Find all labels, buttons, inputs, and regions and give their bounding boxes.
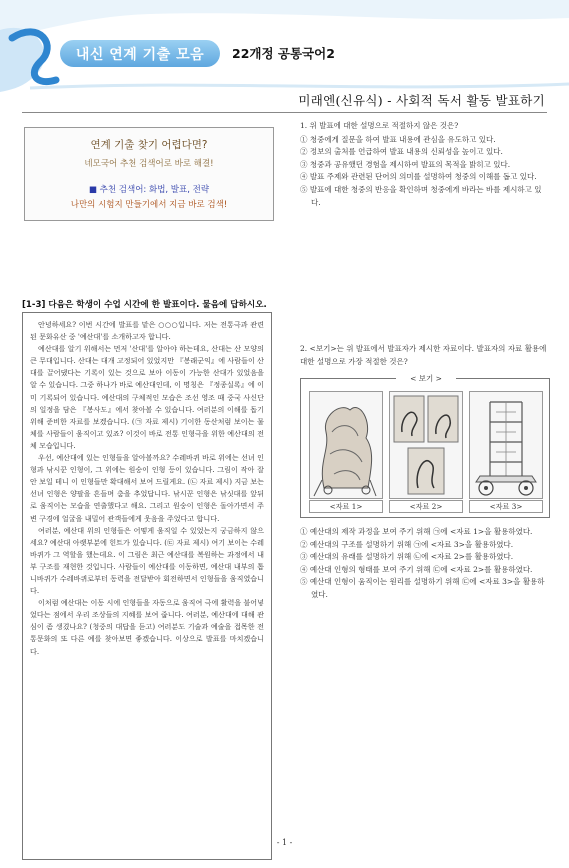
passage-box xyxy=(22,312,272,860)
material-1-image xyxy=(309,391,383,499)
passage-paragraph: 예산대를 알기 위해서는 먼저 '산대'를 알아야 하는데요, 산대는 산 모양의 큰 무대입니다. 산대는 대개 고정되어 있었지만 『봉래군익』에 사람들이 산대를 끌어댔다는 기록이 있는 것으로 보아 이동이 가능한 산대가 있었음을 알 수 있습니다. 그중 하나가 바로 예산대인데, 이 명칭은 『정종실록』에 이미 기록되어 있습니다. 예산대의 구체적인 모습은 조선 영조 때 중국 사신단의 일정을 담은 『봉사도』에서 찾아볼 수 있습니다. 여러분의 이해를 돕기 위해 준비한 자료를 보겠습니다. (㉠ 자료 제시) 기이한 동산처럼 보이는 물체를 사람들이 움직이고 있죠? 이것이 바로 전통 인형극을 위한 예산대의 전체 모습입니다. xyxy=(30,344,264,450)
bogi-label: < 보기 > xyxy=(396,373,456,384)
material-1-caption: <자료 1> xyxy=(309,500,383,513)
passage-paragraph: 여러분, 예산대 위의 인형들은 어떻게 움직일 수 있었는지 궁금하지 않으세요? 예산대 아랫부분에 힌트가 있습니다. (㉢ 자료 제시) 여기 보이는 수레바퀴가 그 역할을 했는데요. 이 그림은 최근 예산대를 복원하는 과정에서 내부 구조를 재현한 것입니다. 사람들이 예산대를 이동하면, 예산대 내부의 톱니바퀴가 수레바퀴로부터 동력을 전달받아 회전하면서 인형들을 움직였습니다. xyxy=(30,525,264,596)
question-1-option[interactable]: ④ 발표 주제와 관련된 단어의 의미를 설명하여 청중의 이해를 돕고 있다. xyxy=(300,172,537,182)
puppet-closeup-illustration xyxy=(390,392,462,498)
question-1-option[interactable]: ② 정보의 출처를 언급하여 발표 내용의 신뢰성을 높이고 있다. xyxy=(300,147,503,157)
material-3-caption: <자료 3> xyxy=(469,500,543,513)
gear-structure-illustration xyxy=(470,392,542,498)
question-2-option[interactable]: ③ 예산대의 유래를 설명하기 위해 ㉡에 <자료 2>를 활용하였다. xyxy=(300,552,514,562)
question-2-stem: 2. <보기>는 위 발표에서 발표자가 제시한 자료이다. 발표자의 자료 활용에 대한 설명으로 가장 적절한 것은? xyxy=(300,344,547,366)
question-1-option[interactable]: ⑤ 발표에 대한 청중의 반응을 확인하며 청중에게 바라는 바를 제시하고 있다. xyxy=(300,184,542,207)
promo-callout: 나만의 시험지 만들기에서 지금 바로 검색! xyxy=(70,200,228,210)
material-2-caption: <자료 2> xyxy=(389,500,463,513)
question-2 xyxy=(300,343,550,369)
promo-box xyxy=(24,127,274,221)
passage-paragraph: 우선, 예산대에 있는 인형들을 알아볼까요? 수레바퀴 바로 위에는 선녀 인형과 낚시꾼 인형이, 그 위에는 원숭이 인형 등이 있습니다. 그림이 작아 잘 안 보일 테니 이 인형들만 확대해서 보여 드릴게요. (㉡ 자료 제시) 지금 보는 선녀 인형은 양팔을 흔들며 춤을 추었답니다. 낚시꾼 인형은 낚싯대를 앞뒤로 움직이는 모습을 연출했다고 해요. 그리고 원숭이 인형은 돌아가면서 주변 구경에 얼굴을 내밀어 관객들에게 웃음을 주었다고 합니다. xyxy=(30,453,264,523)
section-instruction: [1-3] 다음은 학생이 수업 시간에 한 발표이다. 물음에 답하시오. xyxy=(22,300,267,310)
question-2-option[interactable]: ④ 예산대 인형의 형태를 보여 주기 위해 ㉢에 <자료 2>를 활용하였다. xyxy=(300,564,533,574)
question-2-option[interactable]: ① 예산대의 제작 과정을 보여 주기 위해 ㉠에 <자료 1>을 활용하였다. xyxy=(300,527,533,536)
topic-title: 미래엔(신유식) - 사회적 독서 활동 발표하기 xyxy=(298,93,545,108)
material-3-image xyxy=(469,391,543,499)
question-1-option[interactable]: ① 청중에게 질문을 하여 발표 내용에 관심을 유도하고 있다. xyxy=(300,134,496,144)
question-1 xyxy=(300,120,550,209)
question-1-stem: 1. 위 발표에 대한 설명으로 적절하지 않은 것은? xyxy=(300,121,459,130)
promo-keywords: ■ 추천 검색어: 화법, 발표, 전략 xyxy=(88,185,210,195)
bogi-box xyxy=(300,374,550,518)
passage-paragraph: 안녕하세요? 이번 시간에 발표를 맡은 ○○○입니다. 저는 전통극과 관련된 문화유산 중 '예산대'를 소개하고자 합니다. xyxy=(30,320,264,342)
question-1-option[interactable]: ③ 청중과 공유했던 경험을 제시하여 발표의 목적을 밝히고 있다. xyxy=(300,159,511,169)
question-2-option[interactable]: ⑤ 예산대 인형이 움직이는 원리를 설명하기 위해 ㉢에 <자료 3>을 활용하였다. xyxy=(300,577,545,599)
sansan-float-illustration xyxy=(310,392,382,498)
series-banner: 내신 연계 기출 모음 xyxy=(60,40,220,67)
question-2-option[interactable]: ② 예산대의 구조를 설명하기 위해 ㉠에 <자료 3>을 활용하였다. xyxy=(300,539,514,549)
header-divider xyxy=(22,112,547,113)
course-title: 22개정 공통국어2 xyxy=(232,46,335,61)
page-number: - 1 - xyxy=(276,838,293,847)
promo-subtitle: 네모국어 추천 검색어로 바로 해결! xyxy=(84,159,214,169)
material-2-image xyxy=(389,391,463,499)
question-2-options xyxy=(300,526,550,602)
passage-paragraph: 이처럼 예산대는 이동 시에 인형들을 자동으로 움직여 극에 활력을 불어넣었다는 점에서 우리 조상들의 지혜를 보여 줍니다. 여러분, 예산대에 대해 관심이 좀 생겼나요? (청중의 대답을 듣고) 여러분도 기술과 예술을 접목한 전통문화의 또 다른 예를 찾아보면 좋겠습니다. 이상으로 발표를 마치겠습니다. xyxy=(30,598,264,656)
page-header xyxy=(0,0,569,95)
promo-title: 연계 기출 찾기 어렵다면? xyxy=(90,139,208,151)
